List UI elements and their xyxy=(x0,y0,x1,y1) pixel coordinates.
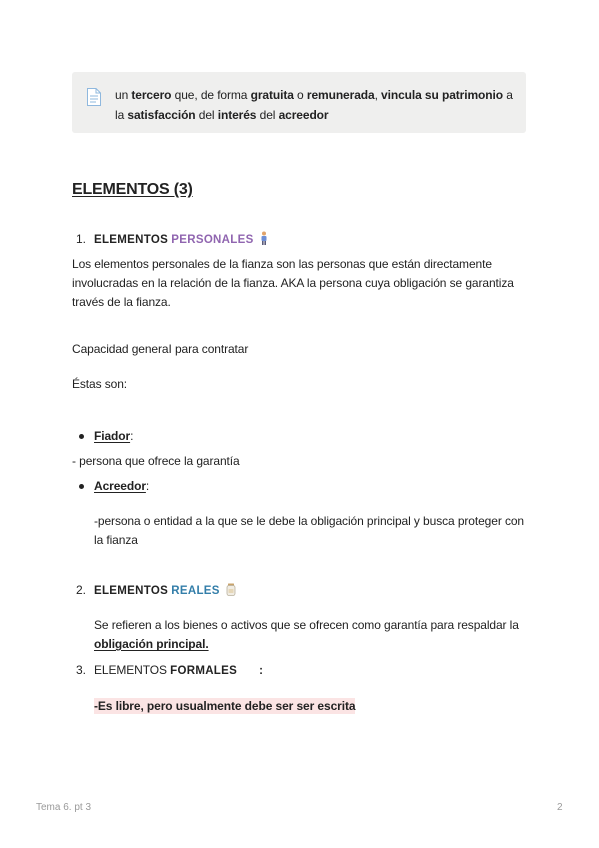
section-heading: ELEMENTOS (3) xyxy=(72,181,193,198)
jar-icon xyxy=(226,583,236,596)
formal-highlight: -Es libre, pero usualmente debe ser ser escrita xyxy=(94,699,356,713)
footer-title: Tema 6. pt 3 xyxy=(36,802,92,813)
callout-text: un tercero que, de forma gratuita o remunerada, vincula su patrimonio a la satisfacción del interés del acreedor xyxy=(115,88,513,122)
item-1-title: ELEMENTOS PERSONALES xyxy=(94,230,268,250)
bullet-dot xyxy=(79,484,84,489)
capacity-text: Capacidad generaI para contratar xyxy=(72,342,249,356)
item-2-description: Se refieren a los bienes o activos que se ofrecen como garantía para respaldar la obligación principal. xyxy=(94,618,519,651)
document-icon xyxy=(86,87,102,107)
fiador-item: Fiador: xyxy=(94,429,134,443)
bullet-dot xyxy=(79,434,84,439)
acreedor-description: -persona o entidad a la que se le debe la obligación principal y busca proteger con la fianza xyxy=(94,514,524,547)
page-number: 2 xyxy=(557,802,563,813)
acreedor-item: Acreedor: xyxy=(94,479,150,493)
item-3-title: ELEMENTOS FORMALES : xyxy=(94,663,264,677)
these-are-text: Éstas son: xyxy=(72,377,128,391)
list-number-2: 2. xyxy=(75,583,86,597)
fiador-description: - persona que ofrece la garantía xyxy=(72,454,240,468)
definition-callout xyxy=(72,72,526,133)
list-number-1: 1. xyxy=(75,232,86,246)
item-1-paragraph: Los elementos personales de la fianza son las personas que están directamente involucradas en la relación de la fianza. AKA la persona cuya obligación se garantiza través de la fianza. xyxy=(72,257,514,309)
list-number-3: 3. xyxy=(75,663,86,677)
person-icon xyxy=(260,231,268,245)
item-2-title: ELEMENTOS REALES xyxy=(94,581,236,601)
